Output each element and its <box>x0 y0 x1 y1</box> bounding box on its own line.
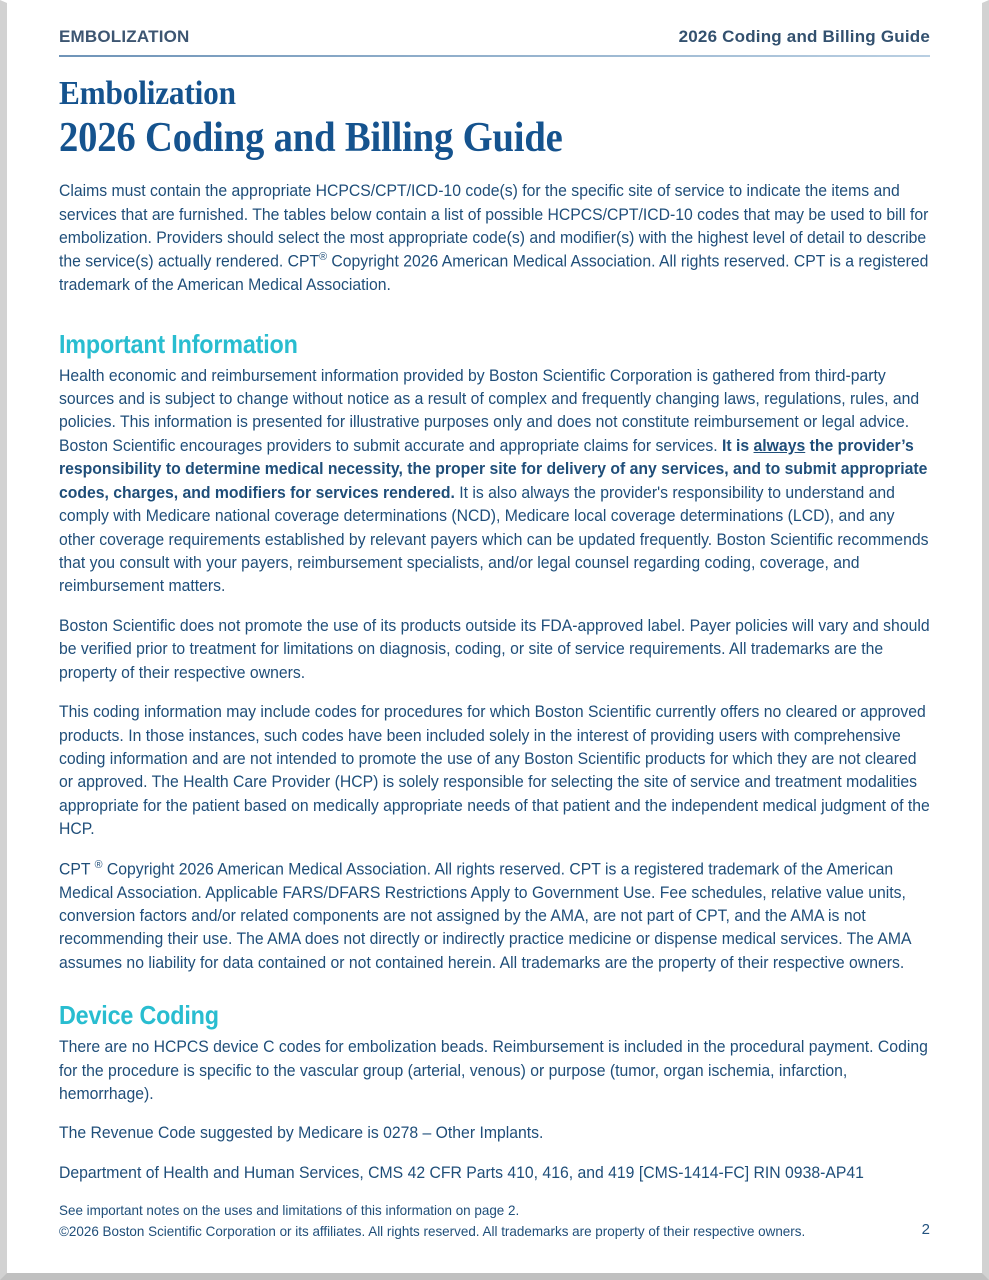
section-heading-important-information: Important Information <box>59 328 298 359</box>
ii-p4-lead: CPT <box>59 860 95 879</box>
important-info-paragraph-4 <box>59 858 930 976</box>
footer-note-line: See important notes on the uses and limitations of this information on page 2. <box>59 1202 520 1219</box>
footer-text-block <box>59 1200 805 1241</box>
running-header-left: EMBOLIZATION <box>59 27 190 46</box>
ii-p1-bold-lead: It is <box>722 436 754 455</box>
page-title-subject: Embolization <box>59 75 236 112</box>
intro-text: Claims must contain the appropriate HCPCS/CPT/ICD-10 code(s) for the specific site of service to indicate the items and services that are furnished. The tables below contain a list of possible HCPCS/CPT/ICD-10 codes that may be used to bill for embolization. Providers should select the most appropriate code(s) and modifier(s) with the highest level of detail to describe the service(s) actually rendered. CPT <box>59 182 929 271</box>
device-coding-paragraph-3: Department of Health and Human Services, CMS 42 CFR Parts 410, 416, and 419 [CMS-1414-FC] RIN 0938-AP41 <box>59 1163 864 1182</box>
page-title-main: 2026 Coding and Billing Guide <box>59 115 563 162</box>
device-coding-paragraph-1: There are no HCPCS device C codes for embolization beads. Reimbursement is included in the procedural payment. Coding for the procedure is specific to the vascular group (arterial, venous) or purpose (tumor, organ ischemia, infarction, hemorrhage). <box>59 1038 928 1103</box>
page-footer <box>59 1200 930 1241</box>
section-important-information <box>59 326 930 976</box>
device-coding-paragraph-2: The Revenue Code suggested by Medicare is 0278 – Other Implants. <box>59 1124 544 1143</box>
intro-paragraph <box>59 180 930 298</box>
page-number: 2 <box>921 1221 930 1239</box>
ii-p1-underlined-always: always <box>753 436 806 455</box>
running-header-right: 2026 Coding and Billing Guide <box>678 27 930 46</box>
ii-p4-rest: Copyright 2026 American Medical Association. All rights reserved. CPT is a registered trademark of the American Medical Association. Applicable FARS/DFARS Restrictions Apply to Government Use. Fee schedules, relative value units, conversion factors and/or related components are not assigned by the AMA, are not part of CPT, and the AMA is not recommending their use. The AMA does not directly or indirectly practice medicine or dispense medical services. The AMA assumes no liability for data contained or not contained herein. All trademarks are the property of their respective owners. <box>59 860 911 972</box>
registered-mark-icon: ® <box>94 858 103 871</box>
ii-p1-part2: It is also always the provider's responsibility to understand and comply with Medicare national coverage determinations (NCD), Medicare local coverage determinations (LCD), and any other coverage requirements established by relevant payers which can be updated frequently. Boston Scientific recommends that you consult with your payers, reimbursement specialists, and/or legal counsel regarding coding, coverage, and reimbursement matters. <box>59 483 929 596</box>
document-body <box>59 180 930 1185</box>
important-info-paragraph-1 <box>59 365 930 599</box>
running-header <box>59 3 930 47</box>
important-info-paragraph-2: Boston Scientific does not promote the use of its products outside its FDA-approved label. Payer policies will vary and should be verified prior to treatment for limitations on diagnosis, coding, or site of service requirements. All trademarks are the property of their respective owners. <box>59 616 930 682</box>
section-heading-device-coding: Device Coding <box>59 1000 219 1031</box>
ii-p1-bold-rest: the provider’s responsibility to determine medical necessity, the proper site for delivery of any services, and to submit appropriate codes, charges, and modifiers for services rendered. <box>59 436 928 502</box>
important-info-paragraph-3: This coding information may include codes for procedures for which Boston Scientific currently offers no cleared or approved products. In those instances, such codes have been included solely in the interest of providing users with comprehensive coding information and are not intended to promote the use of any Boston Scientific products for which they are not cleared or approved. The Health Care Provider (HCP) is solely responsible for selecting the site of service and treatment modalities appropriate for the patient based on medically appropriate needs of that patient and the independent medical judgment of the HCP. <box>59 703 930 839</box>
header-divider-rule <box>59 55 930 57</box>
footer-copyright-line: ©2026 Boston Scientific Corporation or its affiliates. All rights reserved. All trademarks are property of their respective owners. <box>59 1222 806 1239</box>
title-block <box>59 75 930 162</box>
ii-p1-part1: Health economic and reimbursement information provided by Boston Scientific Corporation is gathered from third-party sources and is subject to change without notice as a result of complex and frequently changing laws, regulations, rules, and policies. This information is presented for illustrative purposes only and does not constitute reimbursement or legal advice. Boston Scientific encourages providers to submit accurate and appropriate claims for services. <box>59 366 920 455</box>
intro-text-tail: Copyright 2026 American Medical Association. All rights reserved. CPT is a registered trademark of the American Medical Association. <box>59 252 929 295</box>
registered-mark-icon: ® <box>319 251 328 264</box>
page-sheet <box>7 3 982 1273</box>
section-device-coding <box>59 997 930 1185</box>
